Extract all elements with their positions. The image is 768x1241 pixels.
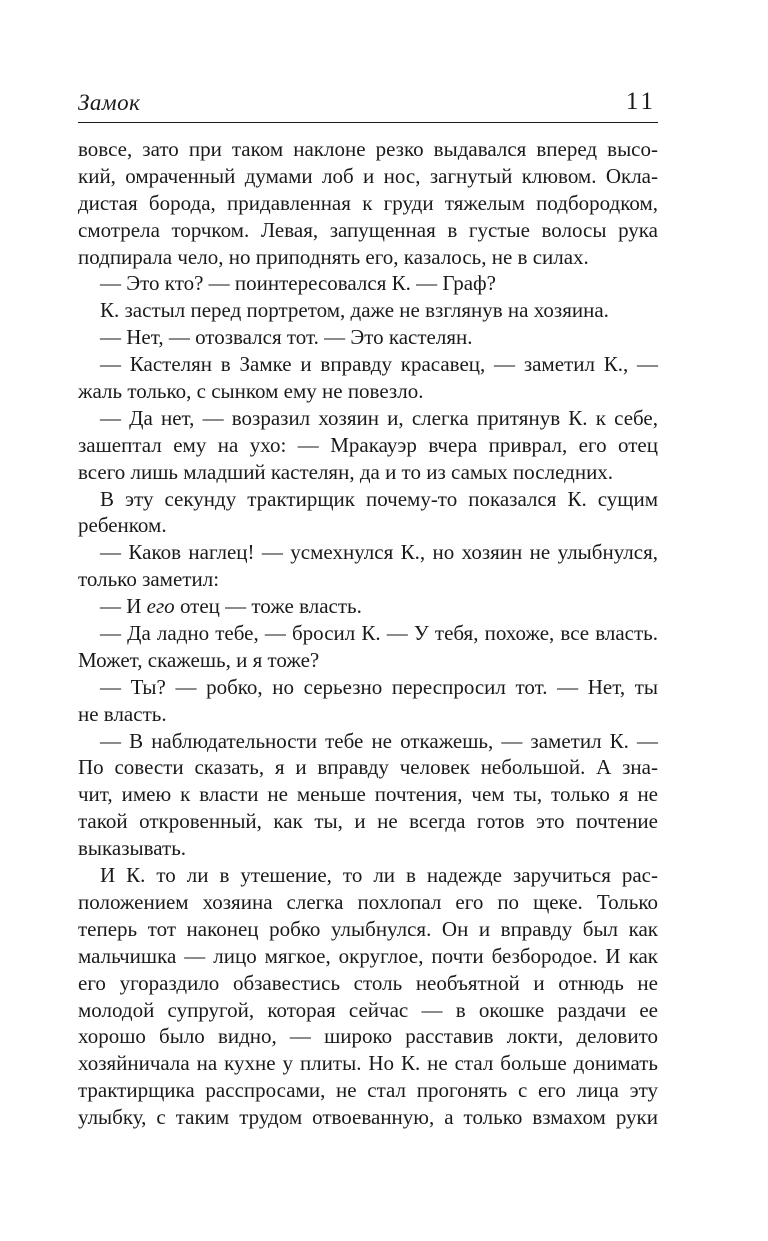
text-line: — Нет, — отозвался тот. — Это кастелян.	[100, 325, 473, 350]
text-line: — Да ладно тебе, — бросил К. — У тебя, похоже, все власть.	[100, 621, 658, 646]
text-line: хорошо было видно, — широко расставив локти, деловито	[78, 1024, 658, 1049]
text-line: ребенком.	[78, 513, 167, 538]
text-body	[78, 136, 658, 1131]
emphasized-word: его	[146, 594, 175, 619]
text-line: смотрела торчком. Левая, запущенная в густые волосы рука	[78, 217, 658, 242]
text-line: чит, имею к власти не меньше почтения, чем ты, только я не	[78, 782, 658, 807]
text-line: вовсе, зато при таком наклоне резко выдавался вперед высо-	[78, 137, 658, 161]
text-line: — Ты? — робко, но серьезно переспросил тот. — Нет, ты	[100, 674, 658, 699]
running-title: Замок	[78, 90, 141, 115]
text-line: И К. то ли в утешение, то ли в надежде заручиться рас-	[100, 863, 658, 888]
text-line: — Да нет, — возразил хозяин и, слегка притянув К. к себе,	[100, 405, 658, 430]
text-line: мальчишка — лицо мягкое, округлое, почти безбородое. И как	[78, 943, 658, 968]
page-number: 11	[625, 88, 656, 115]
line-text: отец — тоже власть.	[174, 594, 362, 619]
text-line: только заметил:	[78, 567, 220, 592]
text-line: всего лишь младший кастелян, да и то из самых последних.	[78, 459, 614, 484]
text-line: такой откровенный, как ты, и не всегда готов это почтение	[78, 809, 658, 834]
text-line: улыбку, с таким трудом отвоеванную, а только взмахом руки	[78, 1105, 658, 1130]
text-line: Может, скажешь, и я тоже?	[78, 647, 320, 672]
text-line: жаль только, с сынком ему не повезло.	[78, 379, 424, 404]
text-line: молодой супругой, которая сейчас — в окошке раздачи ее	[78, 997, 658, 1022]
text-line: хозяйничала на кухне у плиты. Но К. не стал больше донимать	[78, 1051, 658, 1076]
text-line: — Это кто? — поинтересовался К. — Граф?	[100, 271, 496, 296]
text-line: теперь тот наконец робко улыбнулся. Он и вправду был как	[78, 916, 658, 941]
text-line: трактирщика расспросами, не стал прогонять с его лица эту	[78, 1078, 658, 1103]
text-line: выказывать.	[78, 836, 187, 861]
text-line: дистая борода, придавленная к груди тяжелым подбородком,	[78, 190, 658, 215]
text-line: — Кастелян в Замке и вправду красавец, — заметил К., —	[100, 352, 658, 377]
text-line: кий, омраченный думами лоб и нос, загнутый клювом. Окла-	[78, 163, 658, 188]
text-line	[78, 593, 658, 620]
running-header	[78, 86, 658, 123]
line-text: — И	[100, 594, 147, 619]
text-line: — Каков наглец! — усмехнулся К., но хозяин не улыбнулся,	[100, 540, 658, 565]
text-line: положением хозяина слегка похлопал его по щеке. Только	[78, 889, 658, 914]
text-line: По совести сказать, я и вправду человек небольшой. А зна-	[78, 755, 658, 780]
text-line: В эту секунду трактирщик почему-то показался К. сущим	[100, 486, 658, 511]
text-line: К. застыл перед портретом, даже не взглянув на хозяина.	[100, 298, 609, 323]
text-line: подпирала чело, но приподнять его, казалось, не в силах.	[78, 244, 589, 269]
text-line: — В наблюдательности тебе не откажешь, — заметил К. —	[100, 728, 658, 753]
text-line: не власть.	[78, 701, 167, 726]
text-line: его угораздило обзавестись столь необъятной и отнюдь не	[78, 970, 658, 995]
text-line: зашептал ему на ухо: — Мракауэр вчера приврал, его отец	[78, 432, 658, 457]
